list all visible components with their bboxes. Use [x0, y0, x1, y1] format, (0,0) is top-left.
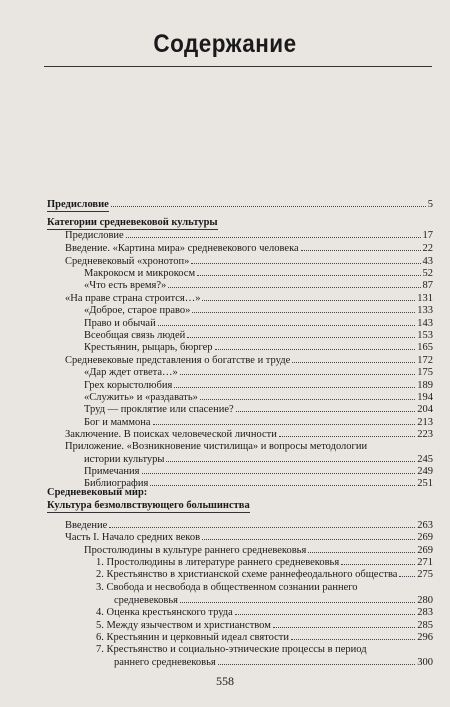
toc-entry-label: Макрокосм и микрокосм — [84, 268, 196, 279]
toc-entry — [96, 632, 433, 644]
toc-entry — [84, 380, 433, 392]
toc-entry-label: «На праве страна строится…» — [65, 293, 201, 304]
toc-entry-page: 175 — [417, 367, 433, 378]
toc-entry-label: Всеобщая связь людей — [84, 330, 186, 341]
toc-entry-page: 165 — [417, 342, 433, 353]
toc-entry-page: 269 — [417, 545, 433, 556]
toc-entry-page: 17 — [422, 230, 433, 241]
toc-entry — [84, 280, 433, 292]
section-subheading: Культура безмолвствующего большинства — [47, 500, 250, 511]
dot-leader — [341, 564, 415, 565]
toc-entry-page: 133 — [417, 305, 433, 316]
toc-entry-label: Право и обычай — [84, 318, 156, 329]
toc-entry-label: 2. Крестьянство в христианской схеме раннефеодального общества — [96, 569, 398, 580]
toc-entry-label: «Служить» и «раздавать» — [84, 392, 198, 403]
section-heading: Категории средневековой культуры — [47, 217, 218, 228]
toc-entry-page: 296 — [417, 632, 433, 643]
toc-entry-page: 283 — [417, 607, 433, 618]
dot-leader — [202, 539, 415, 540]
toc-entry-label: Приложение. «Возникновение чистилища» и вопросы методологии — [65, 441, 368, 452]
toc-entry — [65, 520, 433, 532]
toc-entry — [65, 429, 433, 441]
toc-entry — [114, 657, 433, 669]
toc-entry-page: 223 — [417, 429, 433, 440]
toc-entry-label: «Дар ждет ответа…» — [84, 367, 178, 378]
dot-leader — [150, 485, 415, 486]
toc-entry — [96, 607, 433, 619]
dot-leader — [301, 250, 421, 251]
toc-entry-label: 3. Свобода и несвобода в общественном сознании раннего — [96, 582, 358, 593]
toc-entry-label: Средневековый «хронотоп» — [65, 256, 190, 267]
dot-leader — [291, 639, 415, 640]
dot-leader — [142, 473, 416, 474]
toc-entry-page: 275 — [417, 569, 433, 580]
toc-entry-page: 22 — [422, 243, 433, 254]
page-number: 558 — [216, 674, 234, 688]
toc-entry-page: 300 — [417, 657, 433, 668]
dot-leader — [292, 362, 415, 363]
dot-leader — [197, 275, 420, 276]
dot-leader — [279, 436, 415, 437]
dot-leader — [218, 664, 416, 665]
toc-entry-page: 5 — [427, 199, 433, 210]
toc-entry-label: 1. Простолюдины в литературе раннего средневековья — [96, 557, 340, 568]
toc-entry — [84, 417, 433, 429]
dot-leader — [153, 424, 416, 425]
toc-entry-page: 271 — [417, 557, 433, 568]
toc-entry — [84, 392, 433, 404]
toc-entry — [84, 318, 433, 330]
toc-entry — [84, 268, 433, 280]
toc-entry — [114, 595, 433, 607]
dot-leader — [111, 206, 426, 207]
dot-leader — [192, 312, 415, 313]
toc-entry — [65, 532, 433, 544]
toc-entry-label: Грех корыстолюбия — [84, 380, 173, 391]
toc-entry-preface — [47, 199, 433, 212]
toc-entry-label: Библиография — [84, 478, 149, 489]
toc-entry-page: 269 — [417, 532, 433, 543]
toc-entry-page: 204 — [417, 404, 433, 415]
toc-entry-page: 153 — [417, 330, 433, 341]
dot-leader — [187, 337, 415, 338]
toc-entry-page: 131 — [417, 293, 433, 304]
toc-entry-label: Средневековые представления о богатстве и труде — [65, 355, 291, 366]
dot-leader — [174, 387, 415, 388]
toc-entry-label: «Доброе, старое право» — [84, 305, 191, 316]
toc-entry-label: Примечания — [84, 466, 140, 477]
page-title: Содержание — [153, 30, 297, 58]
toc-entry — [65, 230, 433, 242]
toc-entry-label: Труд — проклятие или спасение? — [84, 404, 234, 415]
toc-entry-page: 285 — [417, 620, 433, 631]
toc-entry-label: Часть I. Начало средних веков — [65, 532, 201, 543]
dot-leader — [158, 325, 416, 326]
dot-leader — [180, 374, 415, 375]
toc-entry-page: 52 — [422, 268, 433, 279]
toc-entry — [84, 466, 433, 478]
toc-entry-label: «Что есть время?» — [84, 280, 167, 291]
toc-entry — [96, 582, 433, 594]
toc-entry-page: 172 — [417, 355, 433, 366]
toc-entry-page: 280 — [417, 595, 433, 606]
toc-entry-page: 213 — [417, 417, 433, 428]
toc-entry-label: истории культуры — [84, 454, 165, 465]
toc-entry — [96, 644, 433, 656]
toc-entry-page: 245 — [417, 454, 433, 465]
dot-leader — [236, 411, 416, 412]
toc-entry-label: Простолюдины в культуре раннего средневековья — [84, 545, 307, 556]
toc-entry — [84, 404, 433, 416]
toc-entry — [65, 293, 433, 305]
toc-entry — [65, 256, 433, 268]
toc-entry-label: 7. Крестьянство и социально-этнические процессы в период — [96, 644, 367, 655]
dot-leader — [166, 461, 415, 462]
dot-leader — [308, 552, 415, 553]
toc-entry — [84, 545, 433, 557]
toc-entry-label: Введение — [65, 520, 108, 531]
dot-leader — [200, 399, 415, 400]
toc-entry-label: раннего средневековья — [114, 657, 216, 668]
dot-leader — [215, 349, 416, 350]
toc-entry — [84, 305, 433, 317]
toc-entry-label: 5. Между язычеством и христианством — [96, 620, 271, 631]
toc-entry-page: 194 — [417, 392, 433, 403]
dot-leader — [109, 527, 415, 528]
toc-entry-label: 6. Крестьянин и церковный идеал святости — [96, 632, 289, 643]
toc-entry-label: Заключение. В поисках человеческой личности — [65, 429, 277, 440]
toc-entry — [84, 367, 433, 379]
section-heading: Средневековый мир: — [47, 487, 148, 498]
dot-leader — [273, 627, 415, 628]
toc-entry — [65, 355, 433, 367]
dot-leader — [191, 263, 420, 264]
toc-entry — [65, 441, 433, 453]
toc-entry — [84, 454, 433, 466]
toc-entry-label: Предисловие — [47, 199, 109, 210]
dot-leader — [235, 614, 415, 615]
dot-leader — [168, 287, 420, 288]
toc-entry-page: 143 — [417, 318, 433, 329]
toc-entry-page: 87 — [422, 280, 433, 291]
toc-entry-label: Бог и маммона — [84, 417, 151, 428]
toc-entry-page: 189 — [417, 380, 433, 391]
toc-entry-page: 249 — [417, 466, 433, 477]
toc-entry-page: 251 — [417, 478, 433, 489]
toc-entry-page: 263 — [417, 520, 433, 531]
toc-entry-label: средневековья — [114, 595, 179, 606]
toc-entry — [96, 569, 433, 581]
toc-entry-label: Крестьянин, рыцарь, бюргер — [84, 342, 213, 353]
dot-leader — [202, 300, 415, 301]
toc-entry-label: Введение. «Картина мира» средневекового человека — [65, 243, 299, 254]
dot-leader — [126, 237, 421, 238]
toc-entry — [96, 620, 433, 632]
toc-entry-label: 4. Оценка крестьянского труда — [96, 607, 233, 618]
toc-entry-page: 43 — [422, 256, 433, 267]
toc-entry — [84, 330, 433, 342]
toc-entry — [96, 557, 433, 569]
dot-leader — [180, 602, 415, 603]
toc-entry-label: Предисловие — [65, 230, 124, 241]
dot-leader — [399, 576, 415, 577]
toc-entry — [65, 243, 433, 255]
toc-entry — [84, 342, 433, 354]
title-divider — [44, 66, 432, 67]
